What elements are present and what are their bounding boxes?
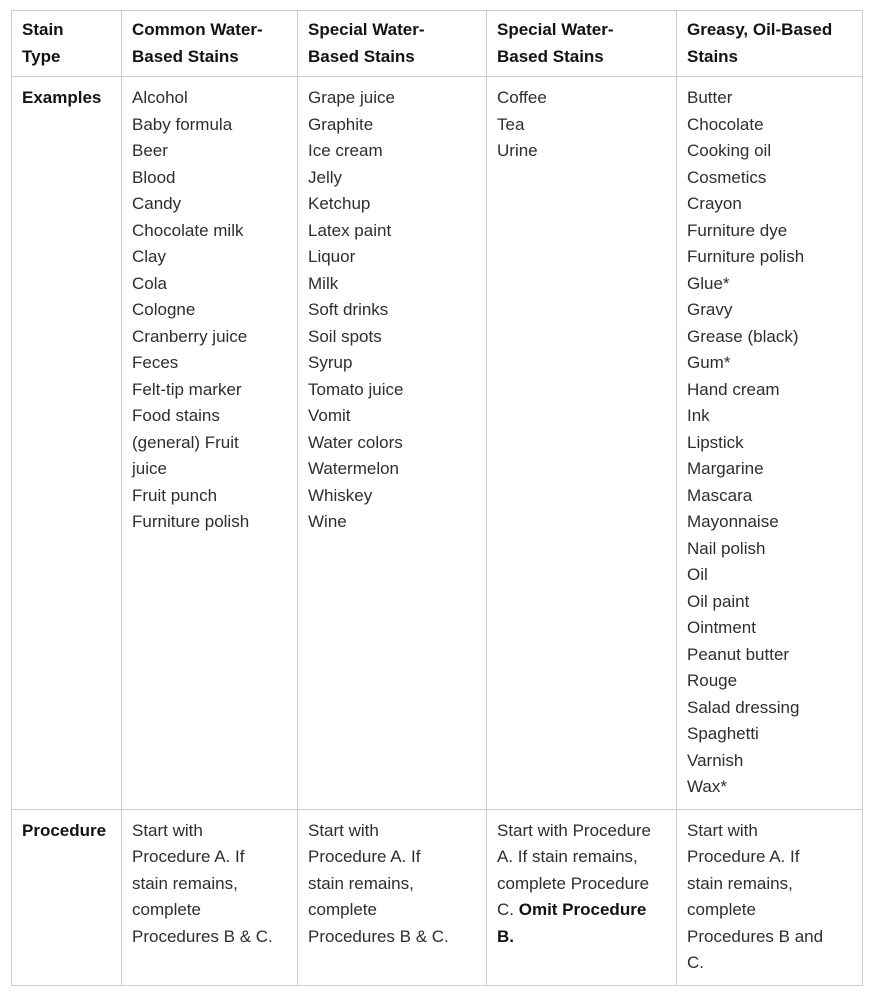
stain-example-item: Beer (132, 141, 168, 160)
stain-example-item: Water colors (308, 432, 403, 452)
stain-example-item: Oil (687, 565, 708, 584)
examples-list-common (132, 85, 275, 536)
procedure-text: Start with Procedure A. If stain remains, complete Procedure C. (497, 820, 652, 919)
header-special-water-based-1: Special Water-Based Stains (298, 11, 487, 77)
examples-cell-common (122, 77, 298, 810)
procedure-cell-greasy (677, 809, 863, 985)
stain-example-item: Glue* (687, 273, 730, 293)
stain-example-item: Lipstick (687, 432, 744, 452)
stain-example-item: Nail polish (687, 538, 766, 558)
stain-example-item: Blood (132, 167, 176, 187)
examples-list-special-1 (308, 85, 476, 536)
procedure-row (12, 809, 863, 985)
stain-example-item: Ointment (687, 618, 756, 637)
stain-example-item: Furniture polish (132, 512, 250, 531)
procedure-text-special-1 (308, 818, 458, 951)
stain-example-item: Liquor (308, 247, 356, 266)
stain-example-item: Ice cream (308, 141, 383, 160)
stain-example-item: Food stains (general) Fruit juice (132, 406, 239, 478)
procedure-row-label: Procedure (12, 809, 122, 985)
stain-example-item: Ketchup (308, 194, 371, 213)
stain-example-item: Mayonnaise (687, 512, 779, 531)
stain-example-item: Urine (497, 141, 538, 160)
procedure-text: Start with Procedure A. If stain remains, complete Procedures B & C. (308, 820, 449, 946)
stain-example-item: Mascara (687, 485, 753, 505)
stain-example-item: Furniture polish (687, 247, 805, 266)
examples-row (12, 77, 863, 810)
stain-example-item: Soil spots (308, 326, 382, 346)
stain-example-item: Varnish (687, 750, 744, 770)
procedure-text-greasy (687, 818, 837, 977)
examples-list-greasy (687, 85, 852, 801)
header-stain-type-label: Stain Type (22, 20, 64, 66)
stain-example-item: Rouge (687, 671, 738, 690)
stain-example-item: Crayon (687, 194, 742, 213)
examples-row-label: Examples (12, 77, 122, 810)
stain-example-item: Cologne (132, 300, 196, 319)
stain-example-item: Vomit (308, 406, 351, 425)
stain-example-item: Latex paint (308, 220, 392, 240)
header-special-water-based-2: Special Water-Based Stains (487, 11, 677, 77)
stain-example-item: Tomato juice (308, 379, 404, 399)
stain-example-item: Coffee (497, 88, 547, 107)
stain-example-item: Peanut butter (687, 644, 790, 664)
stain-example-item: Chocolate milk (132, 220, 244, 240)
stain-example-item: Graphite (308, 114, 374, 134)
stain-example-item: Gum* (687, 353, 731, 372)
stain-example-item: Watermelon (308, 459, 400, 478)
procedure-bold-text: Omit Procedure B. (497, 900, 647, 946)
stain-example-item: Clay (132, 247, 167, 266)
stain-example-item: Gravy (687, 300, 733, 319)
header-greasy-oil-based: Greasy, Oil-Based Stains (677, 11, 863, 77)
stain-example-item: Salad dressing (687, 697, 800, 717)
stain-example-item: Feces (132, 353, 179, 372)
stain-example-item: Oil paint (687, 591, 750, 611)
stain-example-item: Soft drinks (308, 300, 389, 319)
stain-example-item: Cola (132, 273, 167, 293)
procedure-text: Start with Procedure A. If stain remains, complete Procedures B & C. (132, 820, 273, 946)
stain-example-item: Ink (687, 406, 710, 425)
stain-example-item: Margarine (687, 459, 764, 478)
stain-example-item: Cranberry juice (132, 326, 248, 346)
stain-example-item: Grease (black) (687, 326, 799, 346)
stain-example-item: Cooking oil (687, 141, 772, 160)
stain-example-item: Spaghetti (687, 724, 759, 743)
stain-example-item: Butter (687, 88, 733, 107)
procedure-cell-common (122, 809, 298, 985)
stain-example-item: Wine (308, 512, 347, 531)
procedure-cell-special-2 (487, 809, 677, 985)
procedure-cell-special-1 (298, 809, 487, 985)
header-row (12, 11, 863, 77)
stain-example-item: Fruit punch (132, 485, 218, 505)
stain-example-item: Alcohol (132, 88, 188, 107)
examples-cell-special-1 (298, 77, 487, 810)
stain-example-item: Baby formula (132, 114, 233, 134)
procedure-text-special-2 (497, 818, 659, 951)
examples-list-special-2 (497, 85, 666, 165)
stain-example-item: Cosmetics (687, 167, 767, 187)
procedure-text-common (132, 818, 282, 951)
stain-example-item: Furniture dye (687, 220, 788, 240)
stain-example-item: Whiskey (308, 485, 373, 505)
stain-example-item: Felt-tip marker (132, 379, 242, 399)
stain-example-item: Tea (497, 114, 525, 134)
stain-example-item: Chocolate (687, 114, 764, 134)
stain-removal-table (11, 10, 863, 986)
examples-cell-greasy (677, 77, 863, 810)
procedure-text: Start with Procedure A. If stain remains, complete Procedures B and C. (687, 820, 824, 972)
stain-example-item: Syrup (308, 353, 353, 372)
stain-example-item: Jelly (308, 167, 343, 187)
examples-cell-special-2 (487, 77, 677, 810)
header-common-water-based: Common Water-Based Stains (122, 11, 298, 77)
stain-example-item: Candy (132, 194, 182, 213)
stain-example-item: Hand cream (687, 379, 780, 399)
stain-example-item: Wax* (687, 777, 727, 796)
stain-example-item: Milk (308, 273, 339, 293)
header-stain-type (12, 11, 122, 77)
stain-example-item: Grape juice (308, 88, 395, 107)
